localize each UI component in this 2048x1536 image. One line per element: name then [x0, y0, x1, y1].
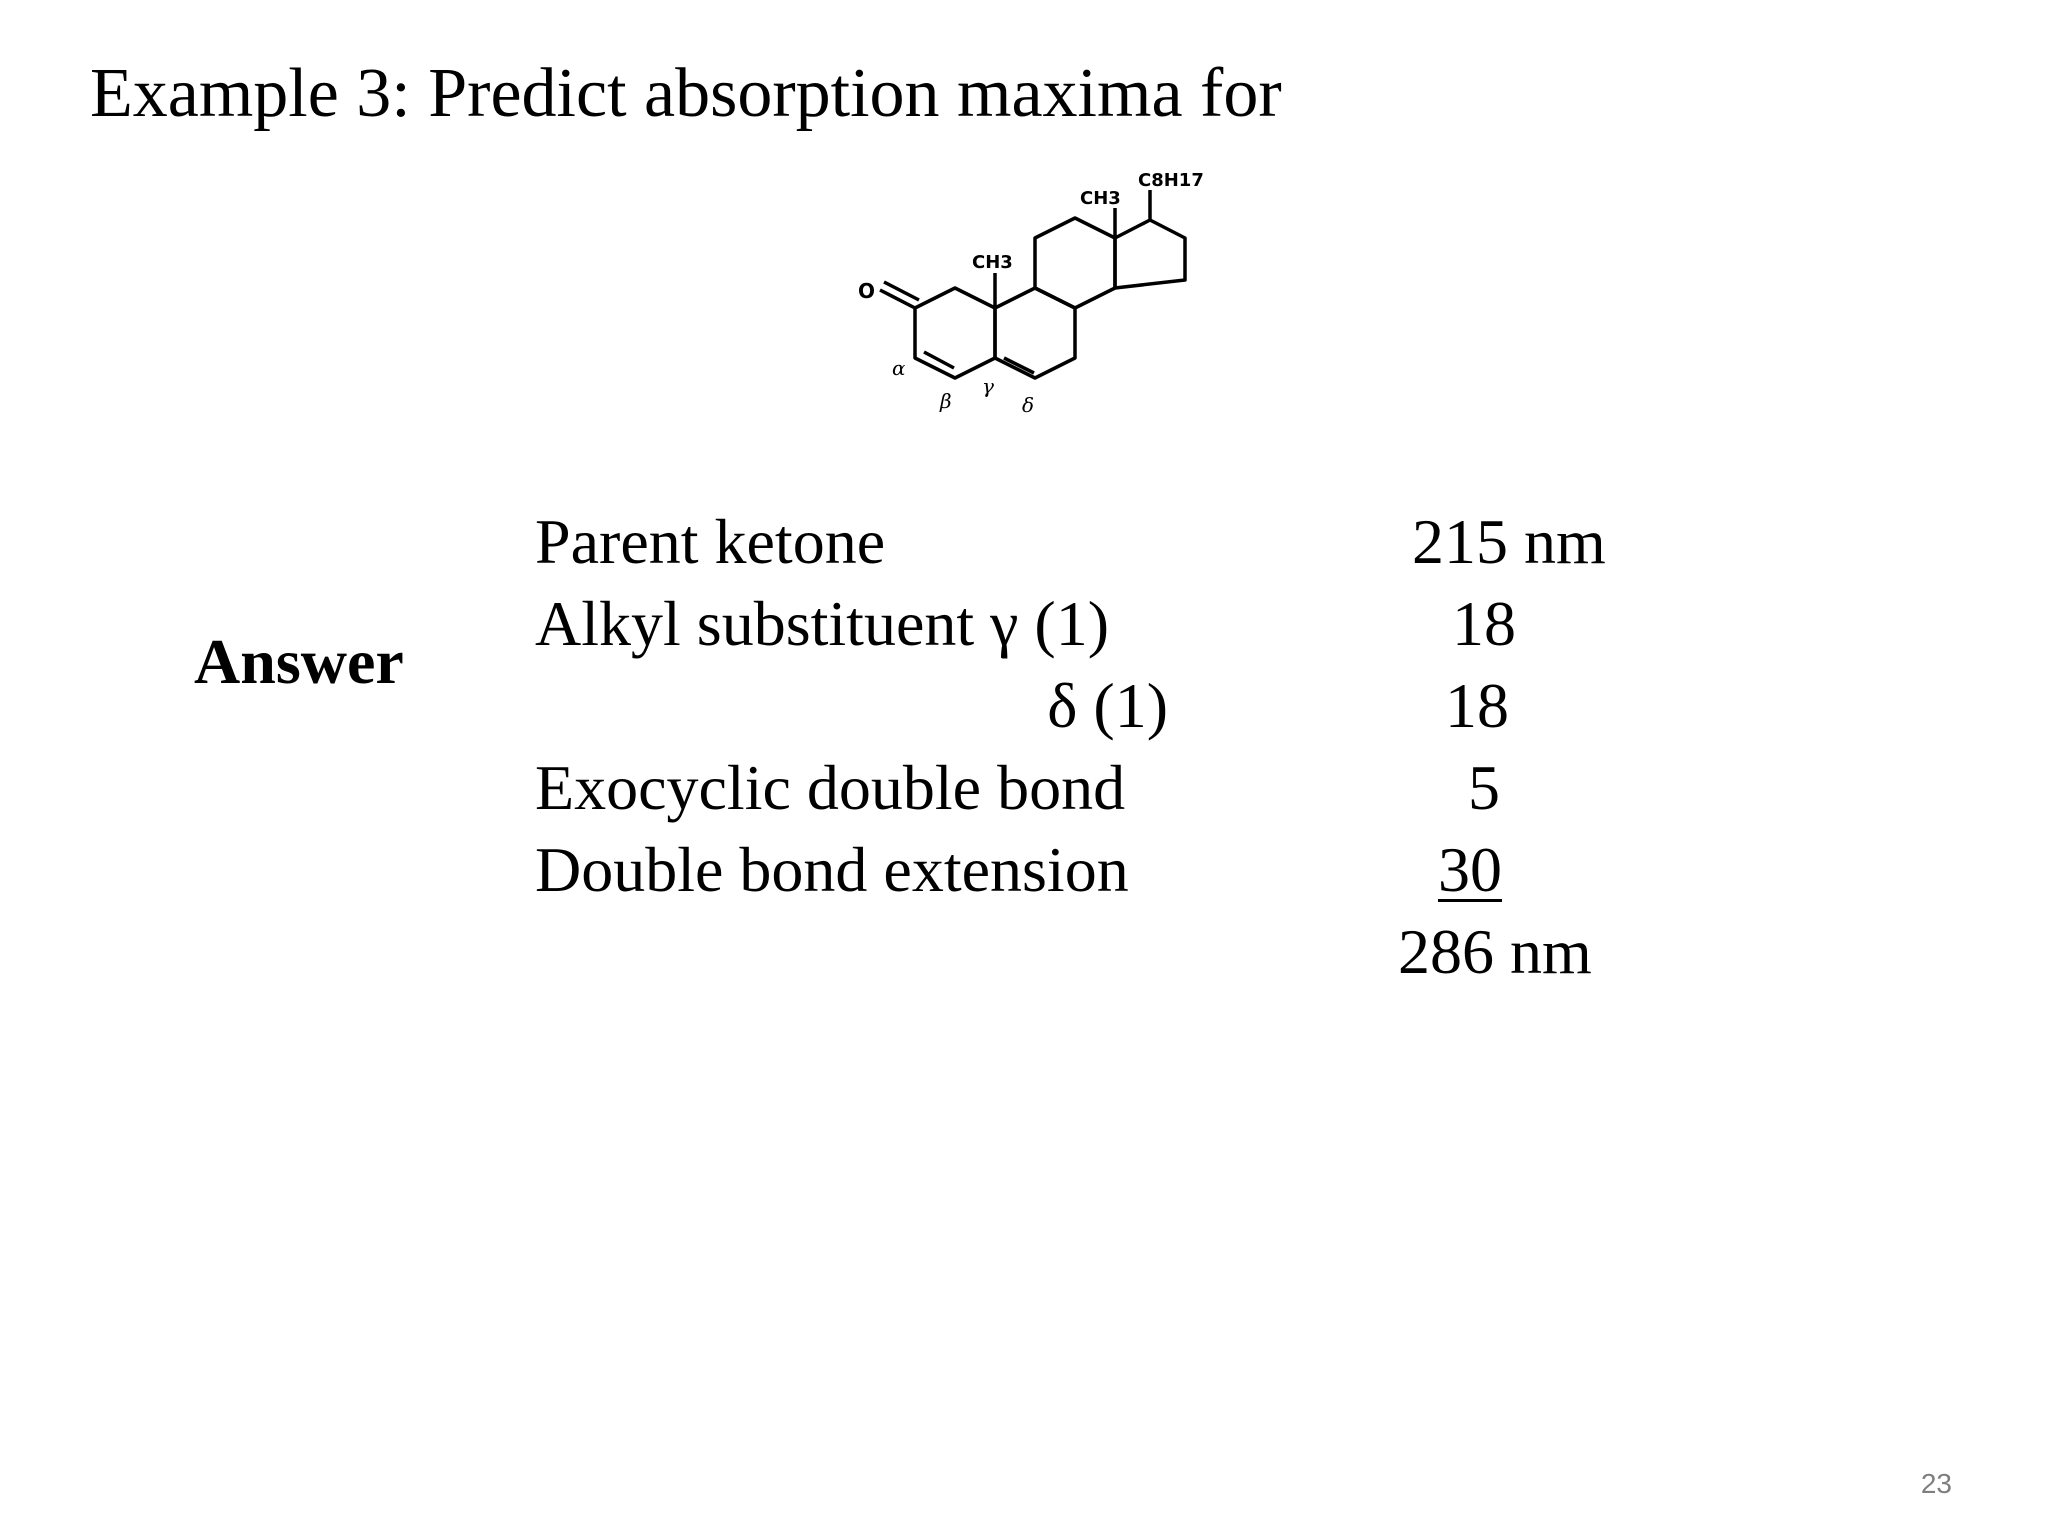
total-value: 286 nm	[1398, 916, 1592, 987]
row-label-alkyl-gamma: Alkyl substituent γ (1)	[535, 588, 1110, 659]
row-value-exocyclic: 5	[1468, 752, 1500, 823]
row-label-parent-ketone: Parent ketone	[535, 506, 886, 577]
methyl-top-label: CH3	[1080, 188, 1121, 209]
ring-a	[915, 288, 995, 378]
oxygen-label: O	[858, 279, 876, 303]
row-label-extension: Double bond extension	[535, 834, 1129, 905]
ring-d	[1115, 220, 1185, 288]
steroid-structure-diagram	[840, 168, 1240, 428]
delta-label: δ	[1022, 393, 1035, 417]
row-value-alkyl-delta: 18	[1445, 670, 1509, 741]
answer-label: Answer	[194, 626, 404, 697]
row-value-alkyl-gamma: 18	[1452, 588, 1516, 659]
methyl-ring-label: CH3	[972, 252, 1013, 273]
slide-title: Example 3: Predict absorption maxima for	[90, 55, 1282, 132]
row-label-exocyclic: Exocyclic double bond	[535, 752, 1126, 823]
alpha-label: α	[892, 356, 906, 380]
row-value-parent-ketone: 215 nm	[1412, 506, 1606, 577]
page-number: 23	[1920, 1468, 1952, 1499]
gamma-label: γ	[982, 374, 994, 398]
row-label-alkyl-delta: δ (1)	[1047, 670, 1168, 741]
row-value-extension: 30	[1438, 834, 1502, 905]
side-chain-label: C8H17	[1138, 170, 1204, 191]
beta-label: β	[940, 389, 952, 413]
ring-c	[1035, 218, 1115, 308]
